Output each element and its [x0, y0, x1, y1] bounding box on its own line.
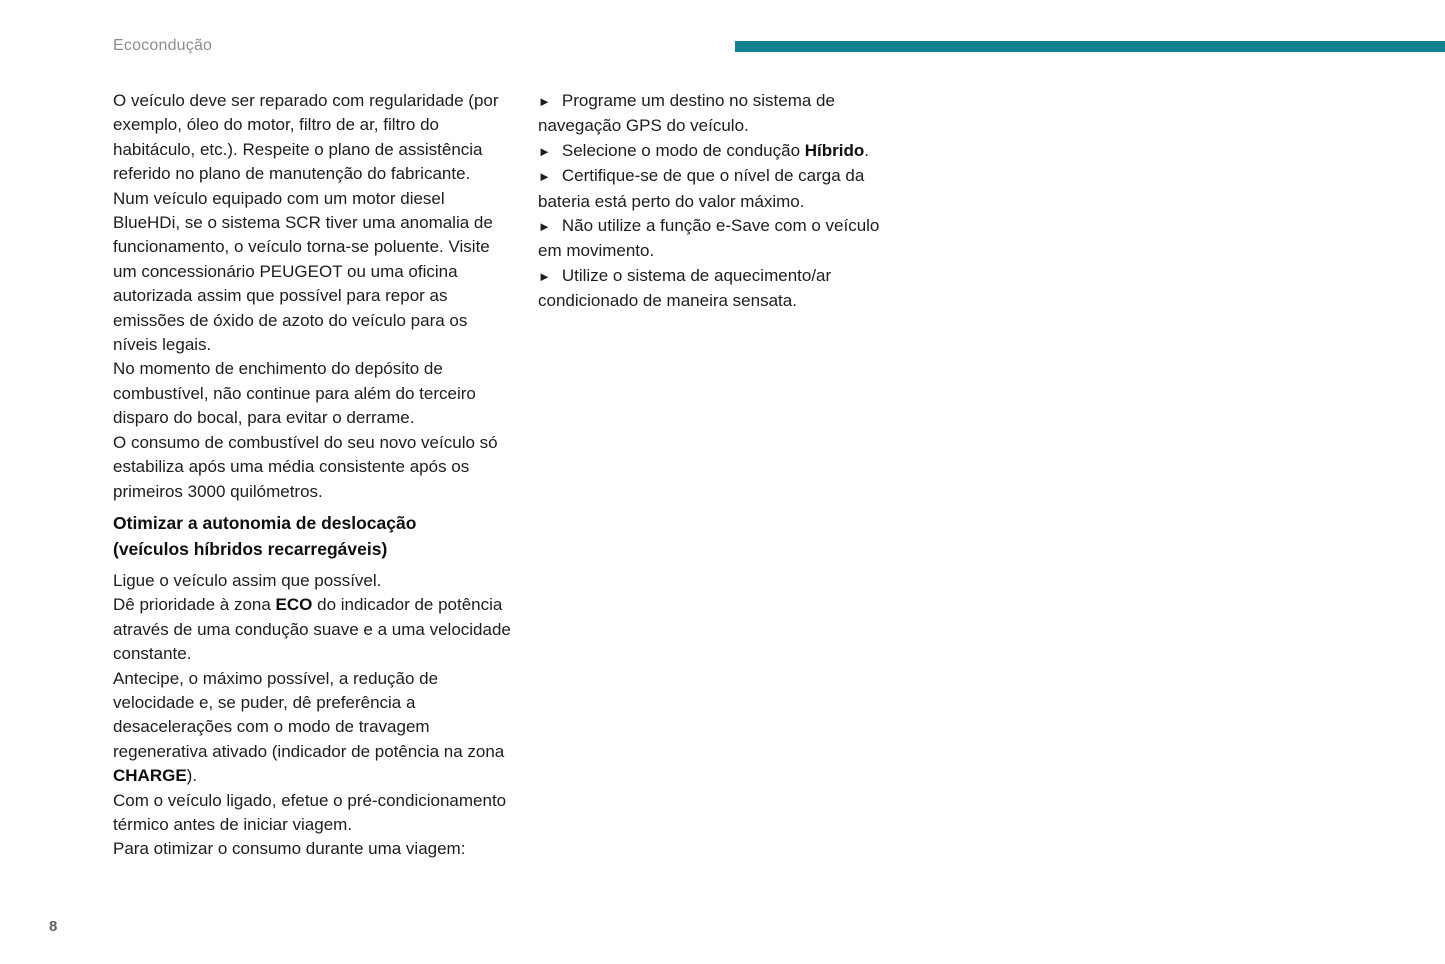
bullet-arrow-icon: ►: [538, 169, 551, 185]
paragraph-start-vehicle: Ligue o veículo assim que possível.: [113, 570, 382, 590]
bullet-gps-destination: [538, 89, 900, 139]
bullet-climate: [538, 264, 900, 314]
bullet-arrow-icon: ►: [538, 219, 551, 235]
paragraph-regenerative-braking: [113, 667, 511, 789]
paragraph-eco-zone: [113, 593, 511, 666]
bullet-gps-destination-text: Programe um destino no sistema de navegação GPS do veículo.: [538, 91, 835, 136]
paragraph-eco-zone-text: Dê prioridade à zona: [113, 595, 276, 615]
bullet-hybrid-mode: [538, 139, 900, 164]
subsection-heading-line2: (veículos híbridos recarregáveis): [113, 538, 388, 559]
bullet-battery-charge-text: Certifique-se de que o nível de carga da bateria está perto do valor máximo.: [538, 166, 865, 211]
paragraph-maintenance: O veículo deve ser reparado com regularidade (por exemplo, óleo do motor, filtro de ar, filtro do habitáculo, etc.). Respeite o plano de assistência referido no plano de manutenção do fabricante.: [113, 91, 499, 184]
subsection-heading-line1: Otimizar a autonomia de deslocação: [113, 512, 417, 533]
bullet-hybrid-mode-text: Selecione o modo de condução: [561, 140, 805, 160]
bullet-arrow-icon: ►: [538, 143, 551, 159]
paragraph-regenerative-text: Antecipe, o máximo possível, a redução de velocidade e, se puder, dê preferência a desacelerações com o modo de travagem regenerativa ativado (indicador de potência na zona: [113, 668, 505, 761]
bullet-esave: [538, 214, 900, 264]
page-number: 8: [49, 918, 58, 935]
paragraph-regenerative-text-cont: ).: [186, 766, 198, 786]
left-column: [113, 89, 511, 862]
bullet-battery-charge: [538, 164, 900, 214]
bullet-climate-text: Utilize o sistema de aquecimento/ar condicionado de maneira sensata.: [538, 265, 832, 311]
paragraph-optimize-intro: Para otimizar o consumo durante uma viagem:: [113, 839, 466, 859]
header-accent-bar: [735, 41, 1445, 52]
hybrid-keyword: Híbrido: [804, 140, 865, 160]
subsection-heading: [113, 510, 511, 562]
paragraph-fuel-filling: No momento de enchimento do depósito de combustível, não continue para além do terceiro disparo do bocal, para evitar o derrame.: [113, 359, 476, 428]
charge-keyword: CHARGE: [113, 766, 187, 786]
bullet-arrow-icon: ►: [538, 268, 551, 284]
eco-keyword: ECO: [275, 595, 313, 615]
paragraph-consumption: O consumo de combustível do seu novo veículo só estabiliza após uma média consistente após os primeiros 3000 quilómetros.: [113, 432, 498, 501]
page-header-title: Ecocondução: [113, 37, 213, 54]
right-column: [538, 89, 900, 314]
bullet-arrow-icon: ►: [538, 94, 551, 109]
paragraph-bluehdi: Num veículo equipado com um motor diesel BlueHDi, se o sistema SCR tiver uma anomalia de funcionamento, o veículo torna-se poluente. Visite um concessionário PEUGEOT ou uma oficina autorizada assim que possível para repor as emissões de óxido de azoto do veículo para os níveis legais.: [113, 188, 493, 355]
bullet-hybrid-mode-text-cont: .: [864, 140, 870, 160]
paragraph-eco-zone-text-cont: do indicador de potência através de uma condução suave e a uma velocidade constante.: [113, 595, 511, 664]
bullet-esave-text: Não utilize a função e-Save com o veículo em movimento.: [538, 216, 880, 261]
paragraph-preconditioning: Com o veículo ligado, efetue o pré-condicionamento térmico antes de iniciar viagem.: [113, 790, 507, 834]
